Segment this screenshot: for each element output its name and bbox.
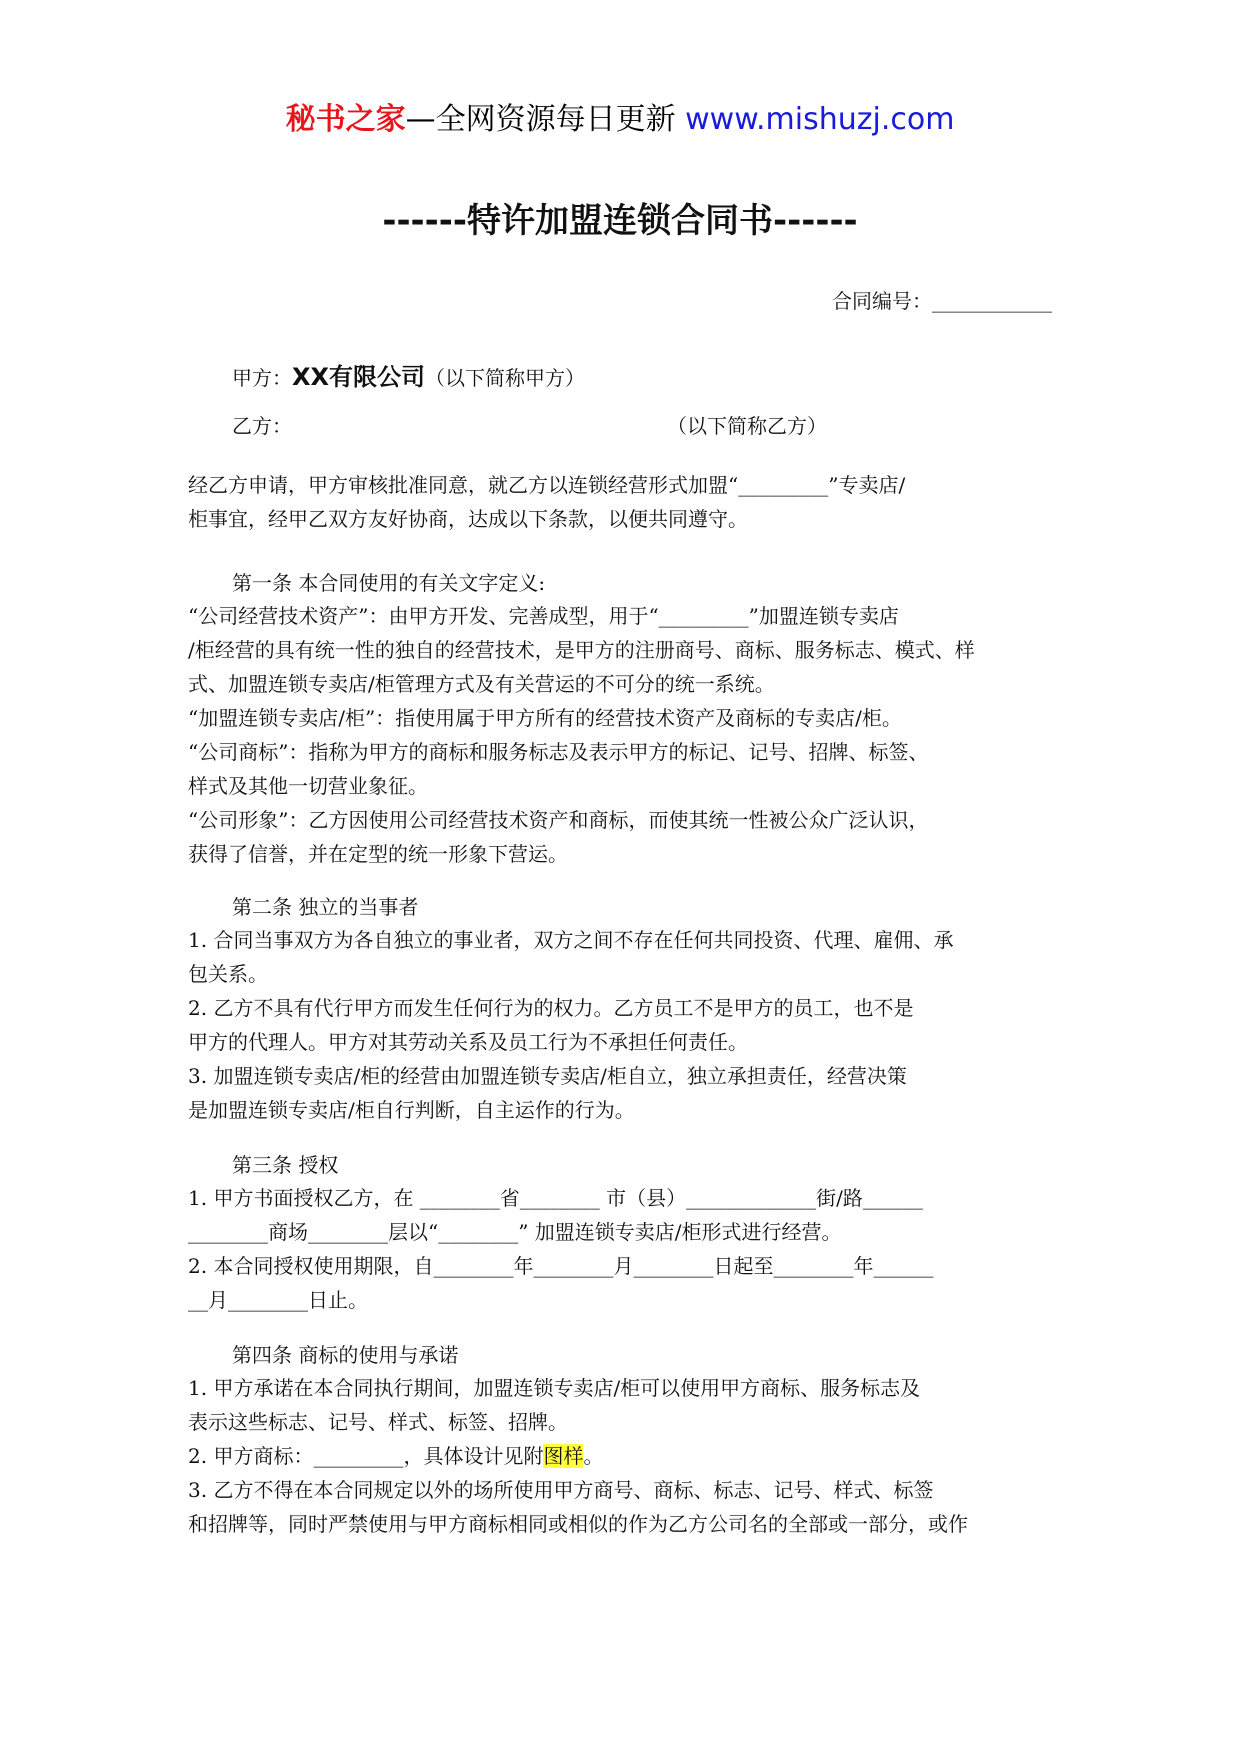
article-2-line: 1. 合同当事双方为各自独立的事业者，双方之间不存在任何共同投资、代理、雇佣、承 [188, 928, 954, 952]
article-3-line: __月________日止。 [188, 1288, 368, 1312]
article-4-line: 和招牌等，同时严禁使用与甲方商标相同或相似的作为乙方公司名的全部或一部分，或作 [188, 1512, 968, 1536]
article-2-line: 2. 乙方不具有代行甲方而发生任何行为的权力。乙方员工不是甲方的员工，也不是 [188, 996, 914, 1020]
article-3-line: 2. 本合同授权使用期限，自________年________月________日起至________年______ [188, 1254, 934, 1278]
article-3-body [188, 1181, 1052, 1317]
article-1-line: “公司商标”：指称为甲方的商标和服务标志及表示甲方的标记、记号、招牌、标签、 [188, 740, 929, 764]
article-1-line: /柜经营的具有统一性的独自的经营技术，是甲方的注册商号、商标、服务标志、模式、样 [188, 638, 975, 662]
article-4-line: 表示这些标志、记号、样式、标签、招牌。 [188, 1410, 568, 1434]
article-2-line: 3. 加盟连锁专卖店/柜的经营由加盟连锁专卖店/柜自立，独立承担责任，经营决策 [188, 1064, 907, 1088]
article-4-heading: 第四条 商标的使用与承诺 [232, 1343, 459, 1367]
article-2-line: 是加盟连锁专卖店/柜自行判断，自主运作的行为。 [188, 1098, 635, 1122]
trademark-text: 2. 甲方商标：_________，具体设计见附 [188, 1444, 544, 1468]
party-b-label: 乙方： [232, 414, 292, 438]
article-4-body [188, 1371, 1052, 1541]
document-title: ------特许加盟连锁合同书------ [382, 201, 858, 241]
banner-brand: 秘书之家 [285, 102, 406, 137]
party-a-company: XX有限公司 [292, 363, 426, 391]
party-b-line [232, 409, 827, 443]
article-2-line: 包关系。 [188, 962, 268, 986]
intro-paragraph [188, 468, 1052, 536]
contract-number: 合同编号：____________ [832, 289, 1052, 313]
article-1-line: “加盟连锁专卖店/柜”：指使用属于甲方所有的经营技术资产及商标的专卖店/柜。 [188, 706, 902, 730]
party-b-suffix: （以下简称乙方） [667, 414, 827, 438]
article-2-body [188, 923, 1052, 1127]
article-1-line: 样式及其他一切营业象征。 [188, 774, 428, 798]
banner-url-link[interactable]: www.mishuzj.com [685, 102, 955, 137]
article-4-line: 3. 乙方不得在本合同规定以外的场所使用甲方商号、商标、标志、记号、样式、标签 [188, 1478, 934, 1502]
banner-slogan: —全网资源每日更新 [405, 102, 686, 137]
article-3-line: 1. 甲方书面授权乙方，在 ________省________ 市（县）_____________街/路______ [188, 1186, 923, 1210]
article-3-line: ________商场________层以“________” 加盟连锁专卖店/柜形式进行经营。 [188, 1220, 842, 1244]
intro-line: 柜事宜，经甲乙双方友好协商，达成以下条款，以便共同遵守。 [188, 507, 748, 531]
article-2-line: 甲方的代理人。甲方对其劳动关系及员工行为不承担任何责任。 [188, 1030, 748, 1054]
article-1-line: 式、加盟连锁专卖店/柜管理方式及有关营运的不可分的统一系统。 [188, 672, 775, 696]
article-1-line: “公司形象”：乙方因使用公司经营技术资产和商标，而使其统一性被公众广泛认识， [188, 808, 929, 832]
article-3-heading: 第三条 授权 [232, 1153, 339, 1177]
article-1-line: 获得了信誉，并在定型的统一形象下营运。 [188, 842, 568, 866]
party-a-suffix: （以下简称甲方） [425, 366, 586, 390]
article-1-body [188, 599, 1052, 871]
article-1-heading: 第一条 本合同使用的有关文字定义: [232, 571, 546, 595]
site-banner [0, 98, 1240, 142]
article-4-line: 1. 甲方承诺在本合同执行期间，加盟连锁专卖店/柜可以使用甲方商标、服务标志及 [188, 1376, 921, 1400]
article-4-line [188, 1439, 1052, 1473]
party-a-label: 甲方： [232, 366, 292, 390]
article-1-line: “公司经营技术资产”：由甲方开发、完善成型，用于“_________”加盟连锁专卖店 [188, 604, 899, 628]
trademark-text-end: 。 [583, 1444, 604, 1468]
article-2-heading: 第二条 独立的当事者 [232, 895, 419, 919]
highlighted-sample-link: 图样 [543, 1444, 584, 1468]
party-a-line [232, 360, 585, 395]
intro-line: 经乙方申请，甲方审核批准同意，就乙方以连锁经营形式加盟“_________”专卖店/ [188, 473, 906, 497]
